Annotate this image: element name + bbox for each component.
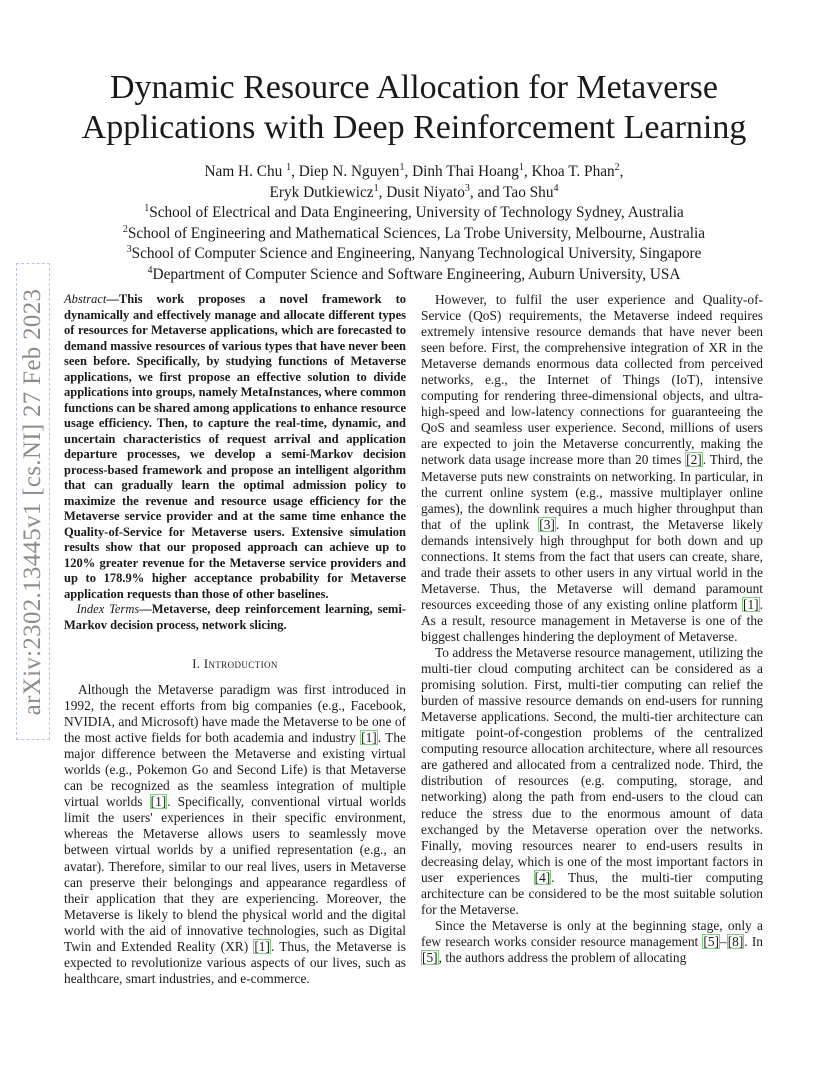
index-terms: Index Terms—Metaverse, deep reinforcement learning, semi-Markov decision process, network slicing.	[64, 602, 406, 632]
intro-paragraph: Although the Metaverse paradigm was first introduced in 1992, the recent efforts from big companies (e.g., Facebook, NVIDIA, and Microsoft) have made the Metaverse to be one of the most active fields for both academia and industry [1]. The major difference between the Metaverse and existing virtual worlds (e.g., Pokemon Go and Second Life) is that Metaverse can be recognized as the seamless integration of multiple virtual worlds [1]. Specifically, conventional virtual worlds limit the users' experiences in their specific environment, whereas the Metaverse allows users to seamlessly move between virtual worlds by a unified representation (e.g., an avatar). Therefore, similar to our real lives, users in Metaverse can preserve their belongings and appearance regardless of their application that they are experiencing. Moreover, the Metaverse is likely to blend the physical world and the digital world with the aid of innovative technologies, such as Digital Twin and Extended Reality (XR) [1]. Thus, the Metaverse is expected to revolutionize various aspects of our lives, such as healthcare, smart industries, and e-commerce.	[64, 682, 406, 986]
citation-link[interactable]: [1]	[254, 938, 270, 954]
paper-title: Dynamic Resource Allocation for Metaverse Applications with Deep Reinforcement Learning	[81, 69, 747, 146]
citation-link[interactable]: [5]	[422, 949, 438, 965]
abstract-label: Abstract	[64, 292, 107, 306]
citation-link[interactable]: [5]	[703, 933, 720, 949]
citation-link[interactable]: [1]	[150, 794, 167, 810]
affiliation: $^2$School of Engineering and Mathematical Sciences, La Trobe University, Melbourne, Australia	[122, 223, 706, 242]
affiliation: $^4$Department of Computer Science and Software Engineering, Auburn University, USA	[147, 264, 681, 283]
citation-link[interactable]: [3]	[539, 516, 555, 532]
left-column	[64, 292, 406, 987]
citation-link[interactable]: [1]	[361, 730, 377, 746]
citation-link[interactable]: [4]	[534, 869, 551, 885]
body-paragraph: However, to fulfil the user experience and Quality-of-Service (QoS) requirements, the Metaverse indeed requires extremely intensive resource demands that have never been seen before. First, the comprehensive integration of XR in the Metaverse demands enormous data collected from perceived networks, e.g., the Internet of Things (IoT), intensive computing for rendering three-dimensional objects, and ultra-high-speed and low-latency connections for guaranteeing the QoS and seamless user experience. Second, millions of users are expected to join the Metaverse concurrently, making the network data usage increase more than 20 times [2]. Third, the Metaverse puts new constraints on networking. In particular, in the current online system (e.g., massive multiplayer online games), the downlink requires a much higher throughput than that of the uplink [3]. In contrast, the Metaverse likely demands intensively high throughput for both down and up connections. It stems from the fact that users can create, share, and trade their assets to other users in any virtual world in the Metaverse. Thus, the Metaverse will demand paramount resources exceeding those of any existing online platform [1]. As a result, resource management in Metaverse is one of the biggest challenges hindering the deployment of Metaverse.	[421, 292, 764, 644]
author-line-1: Nam H. Chu $^1$, Diep N. Nguyen$^1$, Dinh Thai Hoang$^1$, Khoa T. Phan$^2$,	[204, 161, 624, 180]
section-heading: I. Introduction	[192, 657, 278, 671]
body-paragraph: Since the Metaverse is only at the beginning stage, only a few research works consider resource management [5]–[8]. In [5], the authors address the problem of allocating	[421, 917, 763, 965]
right-column	[421, 292, 763, 966]
affiliation: $^3$School of Computer Science and Engineering, Nanyang Technological University, Singapore	[126, 243, 702, 262]
citation-link[interactable]: [1]	[743, 596, 759, 612]
arxiv-stamp-text: arXiv:2302.13445v1 [cs.NI] 27 Feb 2023	[19, 288, 46, 715]
abstract-text: —This work proposes a novel framework to dynamically and effectively manage and allocate different types of resources for Metaverse applications, which are forecasted to demand massive resources of various types that have never been seen before. Specifically, by studying functions of Metaverse applications, we first propose an effective solution to divide applications into groups, namely MetaInstances, where common functions can be shared among applications to enhance resource usage efficiency. Then, to capture the real-time, dynamic, and uncertain characteristics of request arrival and application departure processes, we develop a semi-Markov decision process-based framework and propose an intelligent algorithm that can gradually learn the optimal admission policy to maximize the revenue and resource usage efficiency for the Metaverse service provider and at the same time enhance the Quality-of-Service for Metaverse users. Extensive simulation results show that our proposed approach can achieve up to 120% greater revenue for the Metaverse service providers and up to 178.9% higher acceptance probability for Metaverse application requests than those of other baselines.	[64, 292, 406, 601]
author-block	[80, 162, 748, 285]
index-terms-label: Index Terms	[76, 602, 140, 616]
citation-link[interactable]: [8]	[727, 933, 744, 949]
body-paragraph: To address the Metaverse resource management, utilizing the multi-tier cloud computing architect can be considered as a promising solution. First, multi-tier computing can relief the burden of massive resource demands on end-users for running Metaverse applications. Second, the multi-tier architecture can mitigate point-of-congestion problems of the centralized computing resource allocation architecture, where all resources are gathered and allocated from a centralized node. Third, the distribution of resources (e.g. computing, storage, and networking) along the path from end-users to the cloud can reduce the stress due to the enormous amount of data exchanged by the Metaverse operation over the networks. Finally, moving resources nearer to end-users results in decreasing delay, which is one of the most important factors in user experiences [4]. Thus, the multi-tier computing architecture can be considered to be the most suitable solution for the Metaverse.	[421, 645, 763, 917]
abstract	[64, 292, 406, 602]
arxiv-stamp	[16, 263, 50, 740]
author-line-2: Eryk Dutkiewicz$^1$, Dusit Niyato$^3$, and Tao Shu$^4$	[269, 182, 559, 201]
citation-link[interactable]: [2]	[686, 452, 702, 468]
affiliation: $^1$School of Electrical and Data Engineering, University of Technology Sydney, Australia	[144, 202, 684, 221]
